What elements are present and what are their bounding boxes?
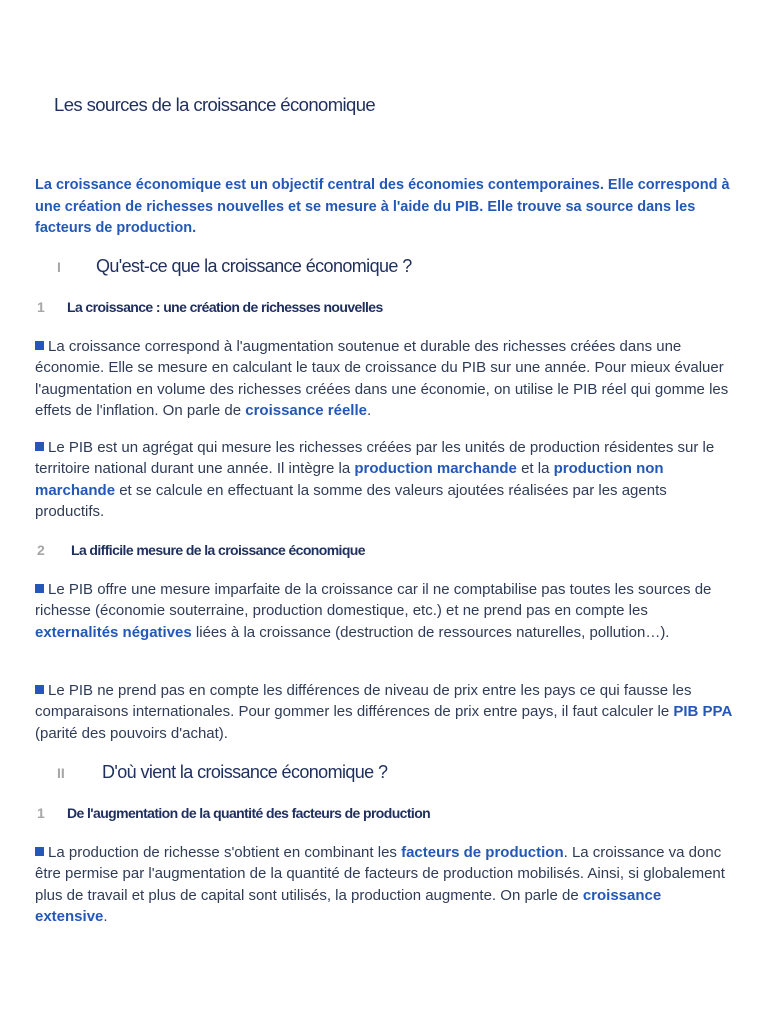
paragraph-text: et la xyxy=(516,460,554,478)
paragraph-text: . xyxy=(367,401,372,419)
highlight-term: croissance extensive xyxy=(35,886,662,925)
section-title: D'où vient la croissance économique ? xyxy=(102,762,388,782)
square-bullet-icon xyxy=(35,584,44,593)
square-bullet-icon xyxy=(35,442,44,451)
square-bullet-icon xyxy=(35,341,44,350)
highlight-term: PIB PPA xyxy=(673,703,733,721)
subsection-number: 1 xyxy=(37,805,45,821)
paragraph-text: La production de richesse s'obtient en combinant les xyxy=(48,844,402,861)
square-bullet-icon xyxy=(35,847,44,856)
paragraph xyxy=(35,842,735,927)
section-heading-1 xyxy=(57,256,412,277)
paragraph xyxy=(35,336,735,421)
paragraph-text: liées à la croissance (destruction de ressources naturelles, pollution…). xyxy=(191,623,670,641)
paragraph-text: Le PIB est un agrégat qui mesure les richesses créées par les unités de production résidentes sur le territoire national durant une année. Il intègre la xyxy=(35,439,715,478)
page-title: Les sources de la croissance économique xyxy=(54,94,376,115)
highlight-term: production non marchande xyxy=(35,460,664,499)
section-number: I xyxy=(57,259,61,275)
subsection-heading-1-1 xyxy=(37,299,383,315)
paragraph-text: . xyxy=(103,907,108,925)
section-title: Qu'est-ce que la croissance économique ? xyxy=(96,256,412,276)
subsection-number: 2 xyxy=(37,542,45,558)
paragraph-text: (parité des pouvoirs d'achat). xyxy=(35,724,228,742)
paragraph-text: . La croissance va donc être permise par l'augmentation de la quantité de facteurs de production mobilisés. Ainsi, si globalement plus de travail et plus de capital sont utilisés, la production augmente. On parle de xyxy=(35,844,725,904)
paragraph-text: La croissance correspond à l'augmentation soutenue et durable des richesses créées dans une économie. Elle se mesure en calculant le taux de croissance du PIB sur une année. Pour mieux évaluer l'augmentation en volume des richesses créées dans une économie, on utilise le PIB réel qui gomme les effets de l'inflation. On parle de xyxy=(35,338,729,419)
subsection-title: La difficile mesure de la croissance économique xyxy=(71,542,365,558)
square-bullet-icon xyxy=(35,685,44,694)
paragraph-text: Le PIB offre une mesure imparfaite de la croissance car il ne comptabilise pas toutes les sources de richesse (économie souterraine, production domestique, etc.) et ne prend pas en compte les xyxy=(35,581,712,620)
paragraph-text: et se calcule en effectuant la somme des valeurs ajoutées réalisées par les agents productifs. xyxy=(35,481,667,520)
subsection-title: De l'augmentation de la quantité des facteurs de production xyxy=(67,805,431,821)
highlight-term: croissance réelle xyxy=(245,401,367,419)
highlight-term: facteurs de production xyxy=(401,844,564,861)
paragraph-text: Le PIB ne prend pas en compte les différences de niveau de prix entre les pays ce qui fausse les comparaisons internationales. Pour gommer les différences de prix entre pays, il faut calculer le xyxy=(35,682,692,721)
section-number: II xyxy=(57,765,65,781)
subsection-heading-2-1 xyxy=(37,805,430,821)
section-heading-2 xyxy=(57,762,387,783)
subsection-number: 1 xyxy=(37,299,45,315)
paragraph xyxy=(35,680,735,744)
paragraph xyxy=(35,437,735,522)
highlight-term: production marchande xyxy=(354,460,517,478)
subsection-heading-1-2 xyxy=(37,542,365,558)
highlight-term: externalités négatives xyxy=(35,623,192,641)
subsection-title: La croissance : une création de richesses nouvelles xyxy=(67,299,383,315)
paragraph xyxy=(35,579,735,643)
intro-paragraph: La croissance économique est un objectif central des économies contemporaines. Elle correspond à une création de richesses nouvelles et se mesure à l'aide du PIB. Elle trouve sa source dans les facteurs de production. xyxy=(35,177,730,236)
